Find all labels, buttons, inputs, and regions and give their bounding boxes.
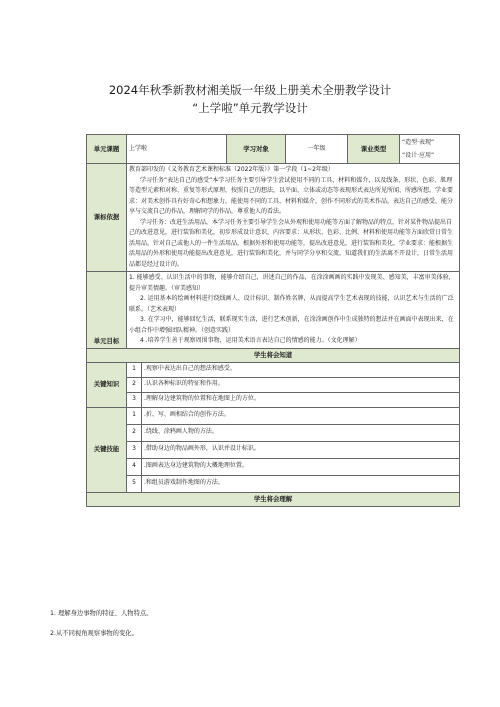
learner-label: 学习对象 [227,135,286,164]
knowledge-label: 关键知识 [87,362,127,407]
basis-paragraph: 教育部印发的《义务教育艺术课程标准（2022年版）》第一学段（1~2年级） [129,166,334,173]
course-type-1: “造型·表现“ [402,139,435,146]
knowledge-item: .理解身边建筑物的位置和在地图上的方位。 [142,392,460,407]
skill-item: .折、写、画相结合的创作方法。 [142,407,460,424]
basis-label: 课标依据 [87,164,127,272]
knowledge-num: 2 [127,377,142,392]
goal-item: 1. 能够感受、认识生活中的事物，能够介绍自己，讲述自己的作品，在涂涂画画的实践中发现美、感知美，丰富审美体验，提升审美情趣。（审美感知） [129,274,455,292]
knowledge-item: .认识各种标识的特征和作用。 [142,377,460,392]
knowledge-item: .观察中表达出自己的想法和感受。 [142,362,460,377]
skill-num: 1 [127,407,142,424]
skill-num: 2 [127,424,142,441]
course-type-label: 课业类型 [348,135,400,164]
goal-item: 2. 运用基本的绘画材料进行绕线画人、设计标识、制作姓名牌，从而提高学生艺术表现的技能，认识艺术与生活的广泛联系。（艺术表现） [129,295,454,313]
understanding-item: 1. 理解身边事物的特征、人物特点。 [50,610,153,617]
unit-design-table [86,134,460,507]
course-type-2: “设计·应用“ [402,152,435,159]
goals-content [127,272,460,349]
skills-label: 关键技能 [87,407,127,492]
unit-title-label: 单元课题 [87,135,127,164]
course-type-value [400,135,460,164]
understanding-item: 2.从不同视角观察事物的变化。 [50,630,138,637]
unit-title-value: 上学啦 [127,135,227,164]
learner-value: 一年级 [286,135,348,164]
basis-paragraph: 学习任务：改进生活用品，本学习任务主要引导学生会从外观和使用功能等方面了解物品的特点，针对某件物品提出自己的改进意见，进行装饰和美化，初步形成设计意识，内容要求：从形状、色彩、比例、材料和使用功能等方面欣赏日常生活用品，针对自己或他人的一件生活用品，根据外形和使用功能等，提出改进意见，进行装饰和美化，学业要求：能根据生活用品的外形和使用功能提出改进意见，进行装饰和美化，并与同学分享和交流，知道我们的生活离不开设计，日常生活用品都是经过设计的。 [129,218,454,268]
skill-item: .绕线、涂鸦画人物的方法。 [142,424,460,441]
goal-item: 3. 在学习中，能够回忆生活，联系现实生活，进行艺术创新，在涂涂画创作中生成独特的想法并在画面中表现出来，在小组合作中增强团队精神。（创意实践） [129,316,454,334]
skill-item: .和组员游戏制作地图的方法。 [142,475,460,492]
basis-content [127,164,460,272]
document-title: 2024年秋季新教材湘美版一年级上册美术全册教学设计 [108,83,392,97]
understand-header: 学生将会理解 [87,492,460,506]
skill-item: .借助身边的物品画外形，认识并设计标识。 [142,441,460,458]
basis-paragraph: 学习任务“表达自己的感受”本学习任务主要引导学生尝试使用不同的工具、材料和媒介，以及线条、形状、色彩、肌理等造型元素和对称、重复等形式原理，按照自己的想法，以平面、立体或动态等表现形式表达所见所闻、所感所想。学业要求：对美术创作具有好奇心和想象力，能使用不同的工具、材料和媒介，创作不同形式的美术作品，表达自己的感受，能分享与交流自己的作品，理解同学的作品，尊重他人的看法。 [129,176,454,215]
goal-item: 4 .培养学生善于观察周围事物，运用美术语言表达自己的情感的能力。（文化理解） [140,337,361,344]
knowledge-num: 3 [127,392,142,407]
skill-item: .图画表达身边建筑物的大概地理位置。 [142,458,460,475]
skill-num: 5 [127,475,142,492]
skill-num: 3 [127,441,142,458]
document-subtitle: “上学啦”单元教学设计 [192,101,308,115]
skill-num: 4 [127,458,142,475]
knowledge-num: 1 [127,362,142,377]
know-header: 学生将会知道 [87,348,460,362]
goals-label: 单元目标 [87,272,127,349]
